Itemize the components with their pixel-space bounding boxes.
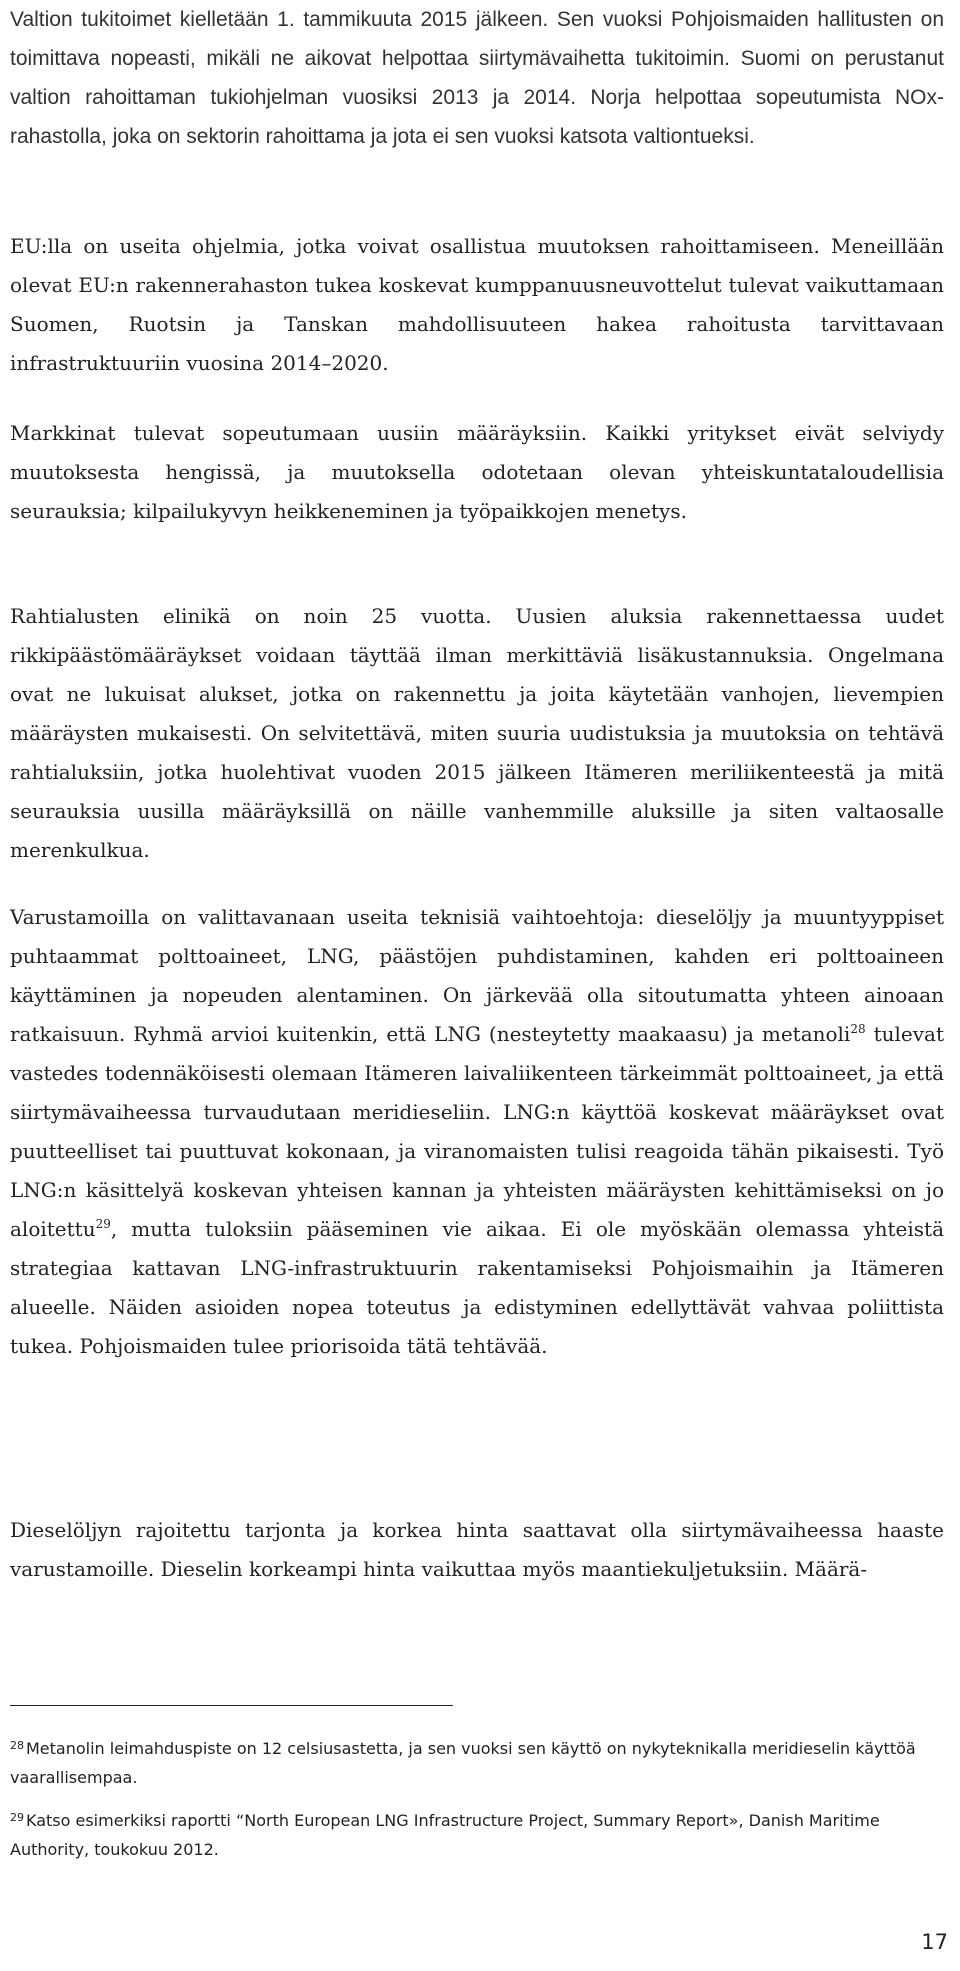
paragraph-technical-options-part2: tulevat vastedes todennäköisesti olemaan Itämeren laivaliikenteen tärkeimmät polttoaineet, ja että siirtymävaiheessa turvaudutaan meridieseliin. LNG:n käyttöä koskevat määräykset ovat puutteelliset tai puuttuvat kokonaan, ja viranomaisten tulisi reagoida tähän pikaisesti. Työ LNG:n käsittelyä koskevan yhteisen kannan ja yhteisten määräysten kehittämiseksi on jo aloitettu (10, 1022, 945, 1241)
footnote-text: Katso esimerkiksi raportti “North European LNG Infrastructure Project, Summary Report», Danish Maritime Authority, toukokuu 2012. (10, 1811, 880, 1859)
footnote-divider (10, 1705, 453, 1706)
footnote-ref-29[interactable]: 29 (95, 1217, 111, 1231)
paragraph-eu-programs: EU:lla on useita ohjelmia, jotka voivat osallistua muutoksen rahoittamiseen. Meneillään olevat EU:n rakennerahaston tukea koskevat kumppanuusneuvottelut tulevat vaikuttamaan Suomen, Ruotsin ja Tanskan mahdollisuuteen hakea rahoitusta tarvittavaan infrastruktuuriin vuosina 2014–2020. (10, 234, 944, 375)
paragraph-technical-options-part1: Varustamoilla on valittavanaan useita teknisiä vaihtoehtoja: dieselöljy ja muuntyyppiset puhtaammat polttoaineet, LNG, päästöjen puhdistaminen, kahden eri polttoaineen käyttäminen ja nopeuden alentaminen. On järkevää olla sitoutumatta yhteen ainoaan ratkaisuun. Ryhmä arvioi kuitenkin, että LNG (nesteytetty maakaasu) ja metanoli (10, 905, 944, 1046)
footnote-28 (10, 1731, 944, 1792)
paragraph-market-adaptation: Markkinat tulevat sopeutumaan uusiin määräyksiin. Kaikki yritykset eivät selviydy muutoksesta hengissä, ja muutoksella odotetaan olevan yhteiskuntataloudellisia seurauksia; kilpailukyvyn heikkeneminen ja työpaikkojen menetys. (10, 421, 944, 523)
footnote-number: 29 (10, 1811, 24, 1824)
paragraph-technical-options (10, 898, 944, 1366)
footnote-ref-28[interactable]: 28 (850, 1022, 866, 1036)
paragraph-state-aid: Valtion tukitoimet kielletään 1. tammikuuta 2015 jälkeen. Sen vuoksi Pohjoismaiden hallitusten on toimittava nopeasti, mikäli ne aikovat helpottaa siirtymävaihetta tukitoimin. Suomi on perustanut valtion rahoittaman tukiohjelman vuosiksi 2013 ja 2014. Norja helpottaa sopeutumista NOx-rahastolla, joka on sektorin rahoittama ja jota ei sen vuoksi katsota valtiontueksi. (10, 8, 944, 148)
footnote-29 (10, 1803, 944, 1864)
paragraph-technical-options-part3: , mutta tuloksiin pääseminen vie aikaa. Ei ole myöskään olemassa yhteistä strategiaa kattavan LNG-infrastruktuurin rakentamiseksi Pohjoismaihin ja Itämeren alueelle. Näiden asioiden nopea toteutus ja edistyminen edellyttävät vahvaa poliittista tukea. Pohjoismaiden tulee priorisoida tätä tehtävää. (10, 1217, 944, 1358)
paragraph-cargo-ships: Rahtialusten elinikä on noin 25 vuotta. Uusien aluksia rakennettaessa uudet rikkipäästömääräykset voidaan täyttää ilman merkittäviä lisäkustannuksia. Ongelmana ovat ne lukuisat alukset, jotka on rakennettu ja joita käytetään vanhojen, lievempien määräysten mukaisesti. On selvitettävä, miten suuria uudistuksia ja muutoksia on tehtävä rahtialuksiin, jotka huolehtivat vuoden 2015 jälkeen Itämeren meriliikenteestä ja mitä seurauksia uusilla määräyksillä on näille vanhemmille aluksille ja siten valtaosalle merenkulkua. (10, 604, 944, 862)
footnote-number: 28 (10, 1739, 24, 1752)
footnote-text: Metanolin leimahduspiste on 12 celsiusastetta, ja sen vuoksi sen käyttö on nykyteknikalla meridieselin käyttöä vaarallisempaa. (10, 1739, 916, 1787)
page-number: 17 (921, 1930, 948, 1954)
paragraph-diesel-supply: Dieselöljyn rajoitettu tarjonta ja korkea hinta saattavat olla siirtymävaiheessa haaste varustamoille. Dieselin korkeampi hinta vaikuttaa myös maantiekuljetuksiin. Määrä- (10, 1518, 944, 1581)
